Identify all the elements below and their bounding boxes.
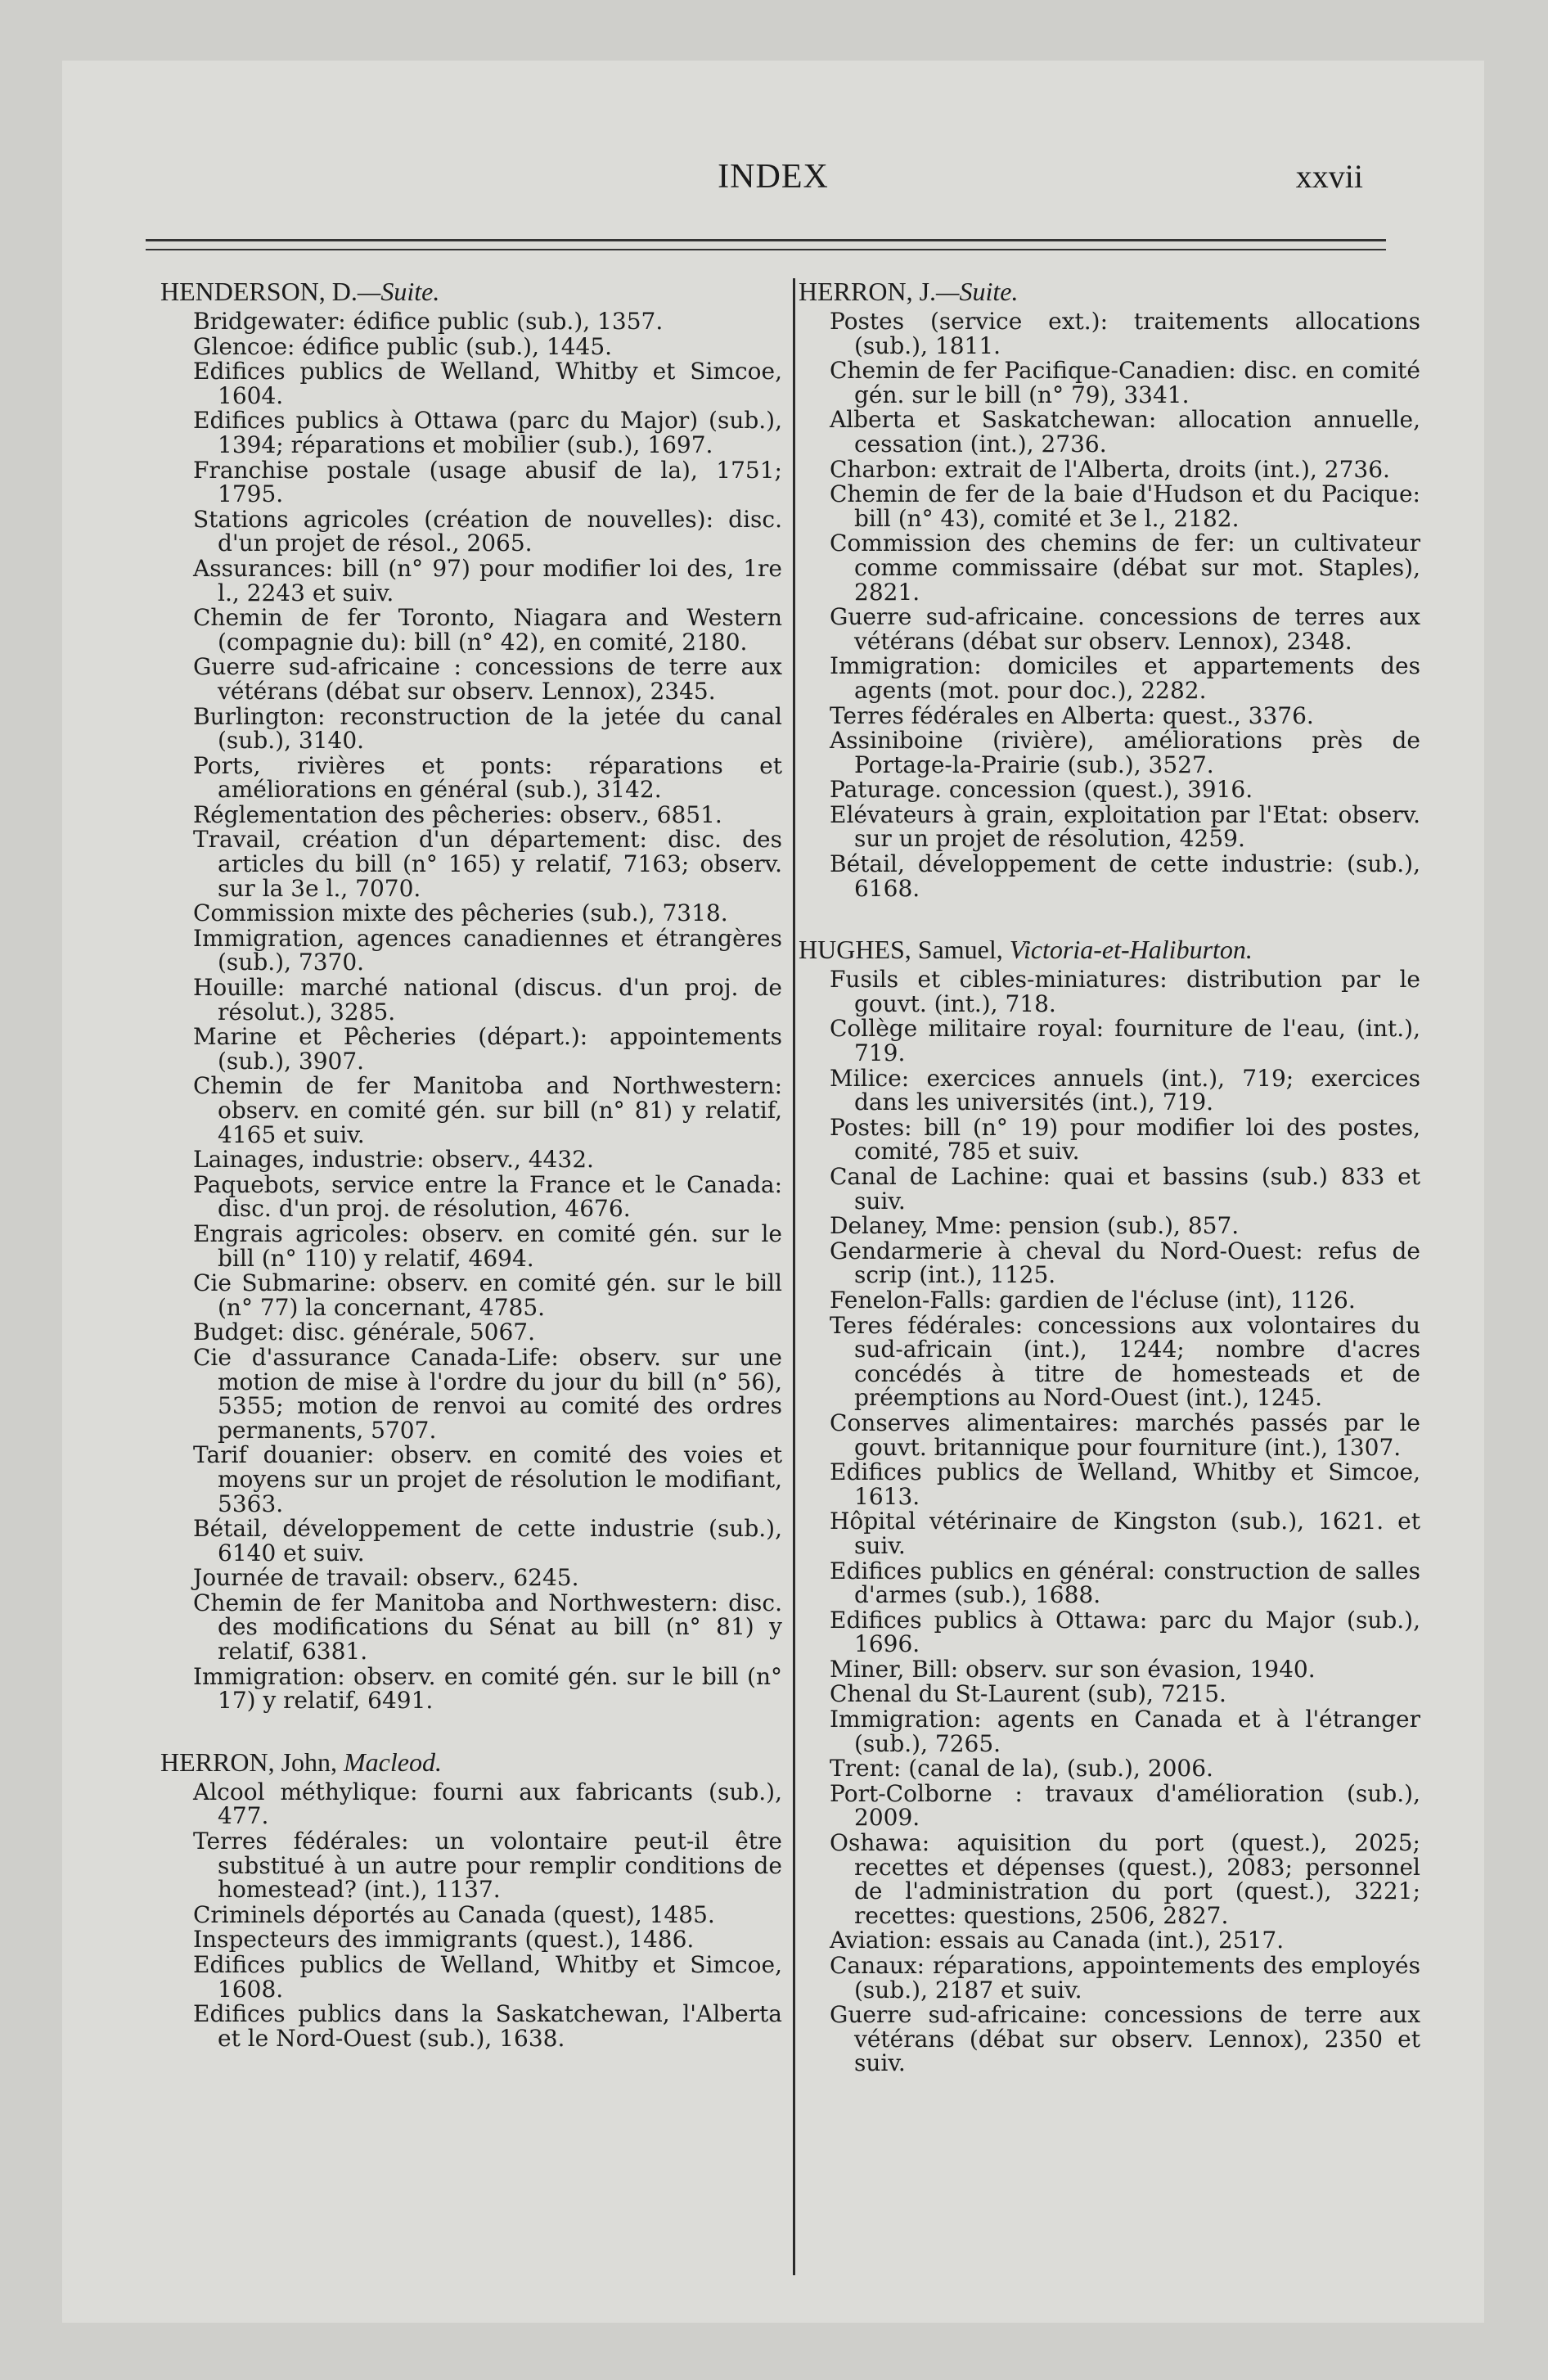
index-item: Edifices publics en général: construction de salles d'armes (sub.), 1688.: [830, 1557, 1420, 1609]
header-rule-bottom: [146, 249, 1386, 250]
index-item: Immigration: agents en Canada et à l'étranger (sub.), 7265.: [830, 1706, 1420, 1757]
index-item: Cie Submarine: observ. en comité gén. sur le bill (n° 77) la concernant, 4785.: [193, 1269, 782, 1321]
page-number: xxvii: [1295, 158, 1363, 195]
index-item: Engrais agricoles: observ. en comité gén. sur le bill (n° 110) y relatif, 4694.: [193, 1219, 782, 1272]
index-item: Charbon: extrait de l'Alberta, droits (int.), 2736.: [830, 455, 1390, 483]
running-header: [62, 157, 1484, 206]
index-item: Assiniboine (rivière), améliorations près de Portage-la-Prairie (sub.), 3527.: [830, 727, 1420, 778]
index-item: Paturage. concession (quest.), 3916.: [830, 776, 1253, 804]
index-item: Paquebots, service entre la France et le Canada: disc. d'un proj. de résolution, 4676.: [193, 1170, 782, 1223]
index-item: Oshawa: aquisition du port (quest.), 2025; recettes et dépenses (quest.), 2083; personnel de l'administration du port (quest.), 3221; recettes: questions, 2506, 2827.: [830, 1829, 1420, 1929]
index-item: Chemin de fer Pacifique-Canadien: disc. en comité gén. sur le bill (n° 79), 3341.: [830, 357, 1420, 408]
entry-heading: [160, 1746, 782, 1778]
index-item: Assurances: bill (n° 97) pour modifier loi des, 1re l., 2243 et suiv.: [193, 554, 782, 606]
index-item: Burlington: reconstruction de la jetée du canal (sub.), 3140.: [193, 702, 782, 755]
index-item: Travail, création d'un département: disc. des articles du bill (n° 165) y relatif, 7163; observ. sur la 3e l., 7070.: [193, 826, 782, 902]
index-item: Miner, Bill: observ. sur son évasion, 1940.: [830, 1655, 1316, 1683]
index-item: Aviation: essais au Canada (int.), 2517.: [830, 1927, 1285, 1954]
index-item: Cie d'assurance Canada-Life: observ. sur une motion de mise à l'ordre du jour du bill (n° 56), 5355; motion de renvoi au comité des ordres permanents, 5707.: [193, 1343, 782, 1444]
index-item: Edifices publics de Welland, Whitby et Simcoe, 1613.: [830, 1458, 1420, 1510]
index-item: Fenelon-Falls: gardien de l'écluse (int), 1126.: [830, 1286, 1356, 1314]
index-item: Guerre sud-africaine : concessions de terre aux vétérans (débat sur observ. Lennox), 2345.: [193, 653, 782, 705]
index-item: Inspecteurs des immigrants (quest.), 1486.: [193, 1926, 695, 1954]
index-item: Canal de Lachine: quai et bassins (sub.) 833 et suiv.: [830, 1163, 1420, 1215]
entry-name: HUGHES, Samuel,: [799, 935, 1003, 965]
index-item: Guerre sud-africaine. concessions de terres aux vétérans (débat sur observ. Lennox), 2348.: [830, 603, 1420, 655]
index-item: Elévateurs à grain, exploitation par l'Etat: observ. sur un projet de résolution, 4259.: [830, 800, 1420, 853]
index-item: Edifices publics de Welland, Whitby et Simcoe, 1604.: [193, 358, 782, 409]
index-item: Fusils et cibles-miniatures: distribution par le gouvt. (int.), 718.: [830, 966, 1420, 1017]
index-item: Réglementation des pêcheries: observ., 6851.: [193, 800, 722, 828]
index-item: Teres fédérales: concessions aux volontaires du sud-africain (int.), 1244; nombre d'acres concédés à titre de homesteads et de préemptions au Nord-Ouest (int.), 1245.: [830, 1311, 1420, 1412]
index-item: Commission mixte des pêcheries (sub.), 7318.: [193, 899, 728, 927]
index-item: Glencoe: édifice public (sub.), 1445.: [193, 332, 613, 360]
index-item: Terres fédérales en Alberta: quest., 3376.: [830, 701, 1314, 729]
index-item: Terres fédérales: un volontaire peut-il être substitué à un autre pour remplir conditions de homestead? (int.), 1137.: [193, 1828, 782, 1904]
index-item: Alcool méthylique: fourni aux fabricants (sub.), 477.: [193, 1778, 782, 1830]
index-item: Immigration: domiciles et appartements des agents (mot. pour doc.), 2282.: [830, 652, 1420, 704]
index-item: Immigration, agences canadiennes et étrangères (sub.), 7370.: [193, 924, 782, 976]
index-item: Ports, rivières et ponts: réparations et améliorations en général (sub.), 3142.: [193, 751, 782, 804]
entry-subtitle: Macleod.: [337, 1747, 442, 1777]
index-item: Edifices publics à Ottawa (parc du Major) (sub.), 1394; réparations et mobilier (sub.), 1697.: [193, 407, 782, 458]
index-item: Milice: exercices annuels (int.), 719; exercices dans les universités (int.), 719.: [830, 1064, 1420, 1116]
column-divider: [793, 278, 795, 2275]
entry-heading: [799, 275, 1420, 308]
index-item: Franchise postale (usage abusif de la), 1751; 1795.: [193, 456, 782, 508]
index-item: Chemin de fer Toronto, Niagara and Western (compagnie du): bill (n° 42), en comité, 2180.: [193, 604, 782, 656]
index-item: Houille: marché national (discus. d'un proj. de résolut.), 3285.: [193, 974, 782, 1025]
index-item: Guerre sud-africaine: concessions de terre aux vétérans (débat sur observ. Lennox), 2350 et suiv.: [830, 2001, 1420, 2077]
index-item: Postes (service ext.): traitements allocations (sub.), 1811.: [830, 308, 1420, 359]
page: [62, 61, 1484, 2323]
index-item: Postes: bill (n° 19) pour modifier loi des postes, comité, 785 et suiv.: [830, 1113, 1420, 1165]
index-item: Chemin de fer de la baie d'Hudson et du Pacique: bill (n° 43), comité et 3e l., 2182.: [830, 480, 1420, 532]
index-item: Chemin de fer Manitoba and Northwestern: disc. des modifications du Sénat au bill (n° 81) y relatif, 6381.: [193, 1589, 782, 1666]
index-item: Chenal du St-Laurent (sub), 7215.: [830, 1680, 1226, 1708]
index-item: Edifices publics à Ottawa: parc du Major (sub.), 1696.: [830, 1606, 1420, 1658]
index-item: Marine et Pêcheries (départ.): appointements (sub.), 3907.: [193, 1023, 782, 1075]
page-title: INDEX: [718, 158, 829, 196]
index-item: Bridgewater: édifice public (sub.), 1357.: [193, 308, 664, 335]
left-column: [160, 275, 782, 2051]
index-item: Canaux: réparations, appointements des employés (sub.), 2187 et suiv.: [830, 1952, 1420, 2004]
index-item: Immigration: observ. en comité gén. sur le bill (n° 17) y relatif, 6491.: [193, 1662, 782, 1715]
index-item: Commission des chemins de fer: un cultivateur comme commissaire (débat sur mot. Staples), 2821.: [830, 530, 1420, 606]
index-item: Bétail, développement de cette industrie (sub.), 6140 et suiv.: [193, 1515, 782, 1566]
index-item: Criminels déportés au Canada (quest), 1485.: [193, 1900, 715, 1928]
entry-heading: [160, 275, 782, 308]
index-item: Trent: (canal de la), (sub.), 2006.: [830, 1755, 1213, 1783]
index-item: Edifices publics de Welland, Whitby et Simcoe, 1608.: [193, 1951, 782, 2003]
entry-subtitle: Victoria-et-Haliburton.: [1002, 935, 1253, 965]
index-item: Hôpital vétérinaire de Kingston (sub.), 1621. et suiv.: [830, 1508, 1420, 1559]
entry-name: HERRON, J.: [799, 277, 937, 306]
index-item: Delaney, Mme: pension (sub.), 857.: [830, 1212, 1240, 1240]
entry-subtitle: —Suite.: [357, 277, 440, 306]
index-item: Chemin de fer Manitoba and Northwestern: observ. en comité gén. sur bill (n° 81) y relatif, 4165 et suiv.: [193, 1072, 782, 1148]
index-item: Alberta et Saskatchewan: allocation annuelle, cessation (int.), 2736.: [830, 406, 1420, 458]
index-item: Edifices publics dans la Saskatchewan, l'Alberta et le Nord-Ouest (sub.), 1638.: [193, 2000, 782, 2052]
entry-name: HENDERSON, D.: [160, 277, 358, 306]
index-item: Tarif douanier: observ. en comité des voies et moyens sur un projet de résolution le modifiant, 5363.: [193, 1441, 782, 1517]
entry-name: HERRON, John,: [160, 1747, 338, 1777]
index-item: Port-Colborne : travaux d'amélioration (sub.), 2009.: [830, 1779, 1420, 1832]
header-rule-top: [146, 239, 1386, 241]
index-item: Stations agricoles (création de nouvelles): disc. d'un projet de résol., 2065.: [193, 505, 782, 557]
index-item: Lainages, industrie: observ., 4432.: [193, 1146, 594, 1174]
index-item: Budget: disc. générale, 5067.: [193, 1318, 536, 1346]
index-item: Journée de travail: observ., 6245.: [193, 1564, 579, 1592]
index-item: Conserves alimentaires: marchés passés par le gouvt. britannique pour fourniture (int.), 1307.: [830, 1409, 1420, 1461]
index-item: Collège militaire royal: fourniture de l'eau, (int.), 719.: [830, 1015, 1420, 1067]
entry-subtitle: —Suite.: [936, 277, 1019, 306]
index-item: Gendarmerie à cheval du Nord-Ouest: refus de scrip (int.), 1125.: [830, 1237, 1420, 1289]
right-column: [799, 275, 1420, 2076]
entry-heading: [799, 933, 1420, 966]
index-item: Bétail, développement de cette industrie: (sub.), 6168.: [830, 850, 1420, 902]
